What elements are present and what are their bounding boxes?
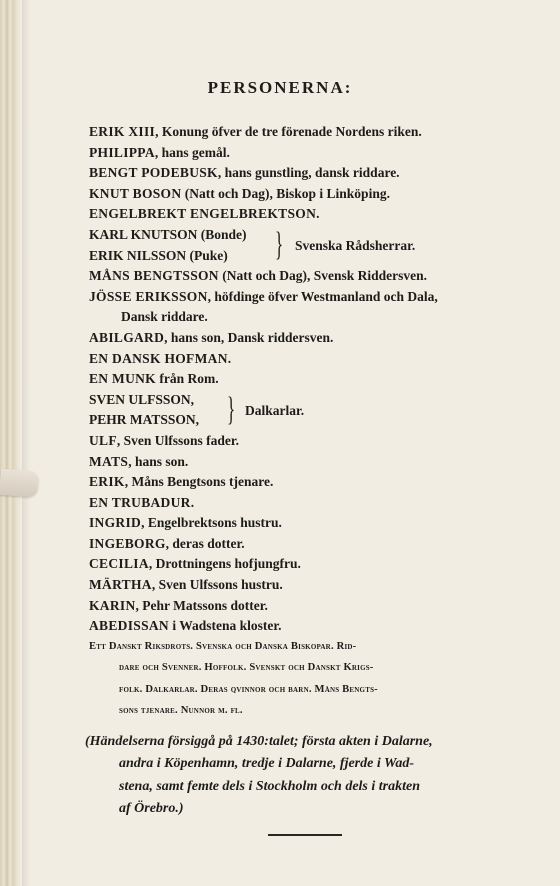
cast-item: ABILGARD, hans son, Dansk riddersven. bbox=[89, 329, 334, 345]
setting-note bbox=[85, 731, 535, 821]
cast-item: ERIK XIII, Konung öfver de tre förenade Nordens riken. bbox=[89, 124, 422, 139]
paragraph-line: folk. Dalkarlar. Deras qvinnor och barn. Måns Bengts- bbox=[119, 683, 378, 695]
cast-list bbox=[89, 122, 534, 637]
cast-item: BENGT PODEBUSK, hans gunstling, dansk riddare. bbox=[89, 165, 400, 181]
group-label: Dalkarlar. bbox=[245, 402, 305, 418]
cast-item: JÖSSE ERIKSSON, höfdinge öfver Westmanland och Dala, bbox=[89, 288, 438, 304]
group-label: Svenska Rådsherrar. bbox=[295, 237, 416, 253]
cast-item: ABEDISSAN i Wadstena kloster. bbox=[89, 618, 282, 634]
cast-item: KNUT BOSON (Natt och Dag), Biskop i Linköping. bbox=[89, 185, 390, 201]
cast-item: INGEBORG, deras dotter. bbox=[89, 535, 245, 551]
brace: } bbox=[275, 225, 284, 263]
cast-item: EN TRUBADUR. bbox=[89, 494, 195, 510]
cast-item: PHILIPPA, hans gemål. bbox=[89, 144, 230, 160]
cast-item: MÅNS BENGTSSON (Natt och Dag), Svensk Riddersven. bbox=[89, 268, 427, 284]
cast-group-radsherrar bbox=[89, 225, 534, 266]
paragraph-line: Ett Danskt Riksdrots. Svenska och Danska Biskopar. Rid- bbox=[89, 641, 357, 652]
brace: } bbox=[227, 390, 236, 428]
page-heading: PERSONERNA: bbox=[207, 78, 353, 97]
cast-group-dalkarlar bbox=[89, 390, 534, 431]
bookmark-ribbon bbox=[0, 469, 39, 498]
paragraph-line: dare och Svenner. Hoffolk. Svenskt och Danskt Krigs- bbox=[119, 662, 374, 674]
closing-rule bbox=[268, 834, 342, 836]
gutter-shadow bbox=[22, 0, 30, 886]
cast-item: ERIK NILSSON (Puke) bbox=[89, 247, 228, 263]
cast-item: CECILIA, Drottningens hofjungfru. bbox=[89, 556, 301, 572]
cast-item: ERIK, Måns Bengtsons tjenare. bbox=[89, 474, 274, 490]
paragraph-line: (Händelserna försiggå på 1430:talet; första akten i Dalarne, bbox=[85, 734, 433, 749]
cast-item: EN DANSK HOFMAN. bbox=[89, 350, 232, 366]
cast-item: PEHR MATSSON, bbox=[89, 412, 200, 428]
cast-item: MATS, hans son. bbox=[89, 453, 189, 469]
paragraph-line: af Örebro.) bbox=[119, 801, 184, 817]
cast-item-continuation: Dansk riddare. bbox=[121, 309, 208, 325]
cast-item: KARIN, Pehr Matssons dotter. bbox=[89, 597, 268, 613]
cast-item: ENGELBREKT ENGELBREKTSON. bbox=[89, 206, 320, 222]
cast-item: SVEN ULFSSON, bbox=[89, 391, 195, 407]
paragraph-line: andra i Köpenhamn, tredje i Dalarne, fjerde i Wad- bbox=[119, 756, 415, 772]
cast-item: ULF, Sven Ulfssons fader. bbox=[89, 432, 240, 448]
page-edges bbox=[0, 0, 22, 886]
cast-item: EN MUNK från Rom. bbox=[89, 371, 219, 387]
paragraph-line: sons tjenare. Nunnor m. fl. bbox=[119, 705, 243, 717]
cast-item: INGRID, Engelbrektsons hustru. bbox=[89, 515, 282, 531]
cast-item: KARL KNUTSON (Bonde) bbox=[89, 226, 247, 242]
ensemble-paragraph bbox=[89, 636, 529, 722]
paragraph-line: stena, samt femte dels i Stockholm och dels i trakten bbox=[119, 778, 420, 794]
cast-item: MÄRTHA, Sven Ulfssons hustru. bbox=[89, 577, 283, 593]
